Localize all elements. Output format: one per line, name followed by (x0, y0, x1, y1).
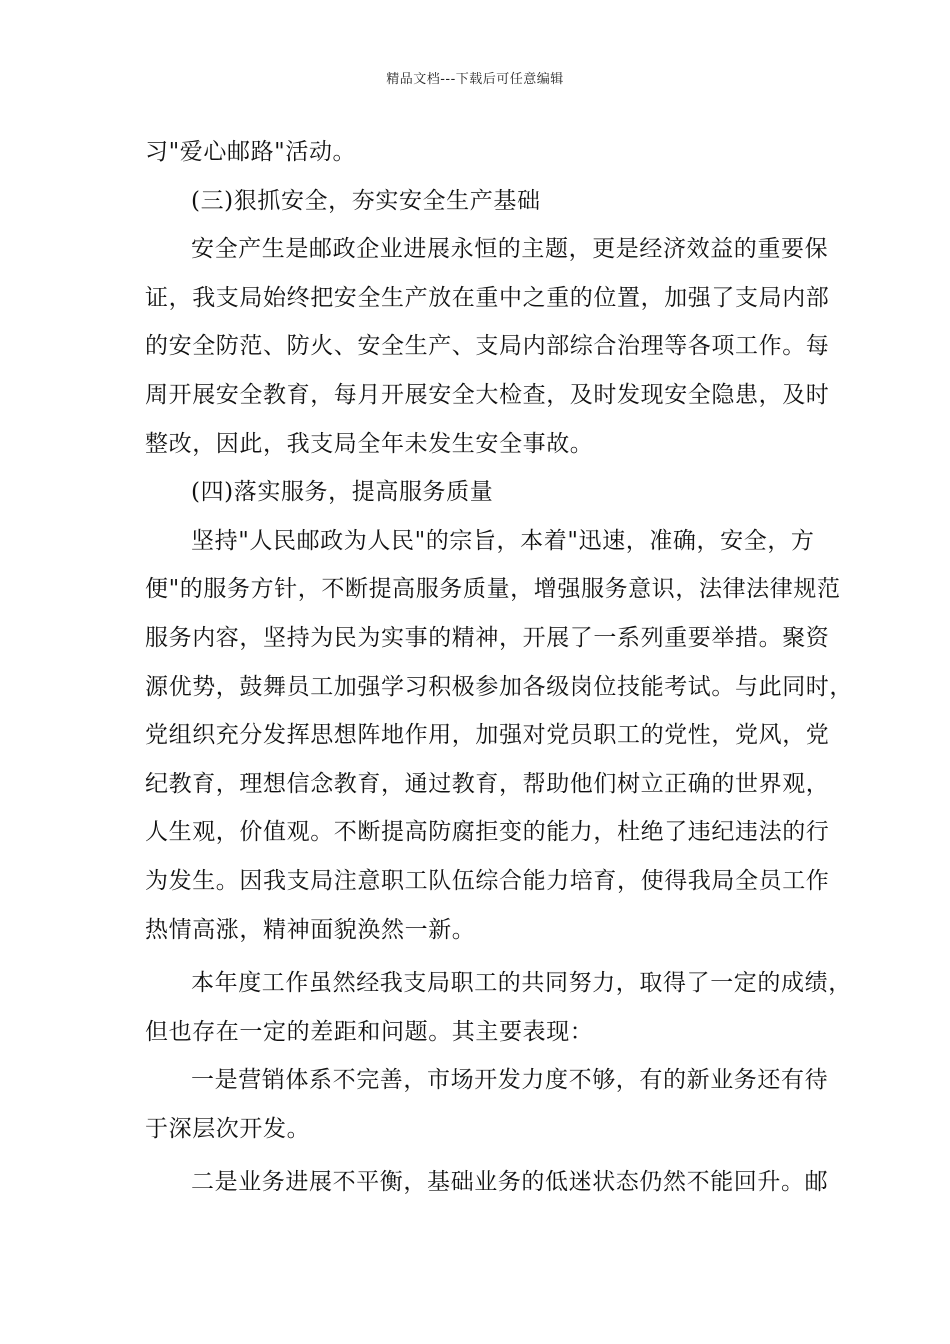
paragraph-line: 的安全防范、防火、安全生产、支局内部综合治理等各项工作。每 (145, 333, 830, 360)
paragraph-line: 安全产生是邮政企业进展永恒的主题，更是经济效益的重要保 (191, 236, 829, 263)
paragraph-line: 源优势，鼓舞员工加强学习积极参加各级岗位技能考试。与此同时， (145, 673, 853, 700)
paragraph-line: 整改，因此，我支局全年未发生安全事故。 (145, 430, 594, 457)
paragraph-line: 习"爱心邮路"活动。 (145, 139, 357, 165)
paragraph-line: 服务内容，坚持为民为实事的精神，开展了一系列重要举措。聚资 (145, 624, 830, 651)
paragraph-line: 热情高涨，精神面貌涣然一新。 (145, 916, 476, 943)
paragraph-line: 便"的服务方针，不断提高服务质量，增强服务意识，法律法律规范 (145, 576, 841, 603)
section-heading: (三)狠抓安全，夯实安全生产基础 (191, 187, 541, 214)
paragraph-line: 坚持"人民邮政为人民"的宗旨，本着"迅速，准确，安全，方 (191, 527, 815, 554)
paragraph-line: 党组织充分发挥思想阵地作用，加强对党员职工的党性，党风，党 (145, 722, 830, 749)
document-body (145, 128, 853, 1207)
page-header: 精品文档---下载后可任意编辑 (386, 72, 564, 87)
paragraph-line: 于深层次开发。 (145, 1115, 311, 1142)
paragraph-line: 一是营销体系不完善，市场开发力度不够，有的新业务还有待 (191, 1067, 829, 1094)
paragraph-line: 周开展安全教育，每月开展安全大检查，及时发现安全隐患，及时 (145, 381, 830, 408)
paragraph-line: 纪教育，理想信念教育，通过教育，帮助他们树立正确的世界观， (145, 770, 830, 797)
section-heading: (四)落实服务，提高服务质量 (191, 479, 494, 506)
paragraph-line: 二是业务进展不平衡，基础业务的低迷状态仍然不能回升。邮 (191, 1169, 829, 1196)
paragraph-line: 但也存在一定的差距和问题。其主要表现： (145, 1018, 594, 1045)
paragraph-line: 为发生。因我支局注意职工队伍综合能力培育，使得我局全员工作 (145, 867, 830, 894)
paragraph-line: 人生观，价值观。不断提高防腐拒变的能力，杜绝了违纪违法的行 (145, 819, 830, 846)
paragraph-line: 证，我支局始终把安全生产放在重中之重的位置，加强了支局内部 (145, 284, 830, 311)
paragraph-line: 本年度工作虽然经我支局职工的共同努力，取得了一定的成绩， (191, 970, 852, 997)
